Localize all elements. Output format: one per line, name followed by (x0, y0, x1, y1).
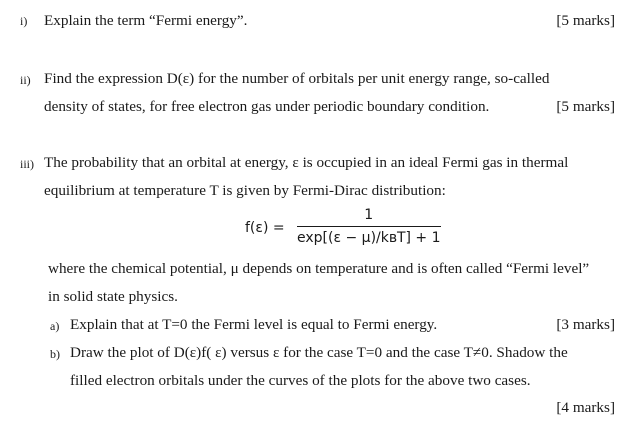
question-1-marks: [5 marks] (556, 12, 615, 29)
question-3-line-3: where the chemical potential, μ depends on temperature and is often called “Fermi level” (48, 260, 590, 277)
subquestion-b-line-2: filled electron orbitals under the curves of the plots for the above two cases. (70, 372, 531, 389)
subquestion-b-line-1: Draw the plot of D(ε)f( ε) versus ε for the case T=0 and the case T≠0. Shadow the (70, 344, 568, 361)
question-3-line-4: in solid state physics. (48, 288, 178, 305)
formula-denominator: exp[(ε − μ)/kʙT] + 1 (297, 230, 441, 246)
question-1-text: Explain the term “Fermi energy”. (44, 12, 248, 29)
question-3-line-1: The probability that an orbital at energy, ε is occupied in an ideal Fermi gas in thermal (44, 154, 569, 171)
question-2-line-2: density of states, for free electron gas under periodic boundary condition. (44, 98, 490, 115)
question-3-number: iii) (20, 157, 34, 171)
question-2-line-1: Find the expression D(ε) for the number of orbitals per unit energy range, so-called (44, 70, 550, 87)
formula-numerator: 1 (364, 207, 374, 223)
question-3-line-2: equilibrium at temperature T is given by Fermi-Dirac distribution: (44, 182, 446, 199)
question-2-marks: [5 marks] (556, 98, 615, 115)
subquestion-b-marks: [4 marks] (556, 399, 615, 416)
subquestion-a-label: a) (50, 319, 60, 333)
formula-fraction (297, 207, 441, 246)
subquestion-b-label: b) (50, 347, 60, 361)
formula-lhs: f(ε) = (245, 220, 285, 236)
question-2-number: ii) (20, 73, 31, 87)
subquestion-a-text: Explain that at T=0 the Fermi level is equal to Fermi energy. (70, 316, 438, 333)
subquestion-a-marks: [3 marks] (556, 316, 615, 333)
question-1-number: i) (20, 14, 28, 28)
